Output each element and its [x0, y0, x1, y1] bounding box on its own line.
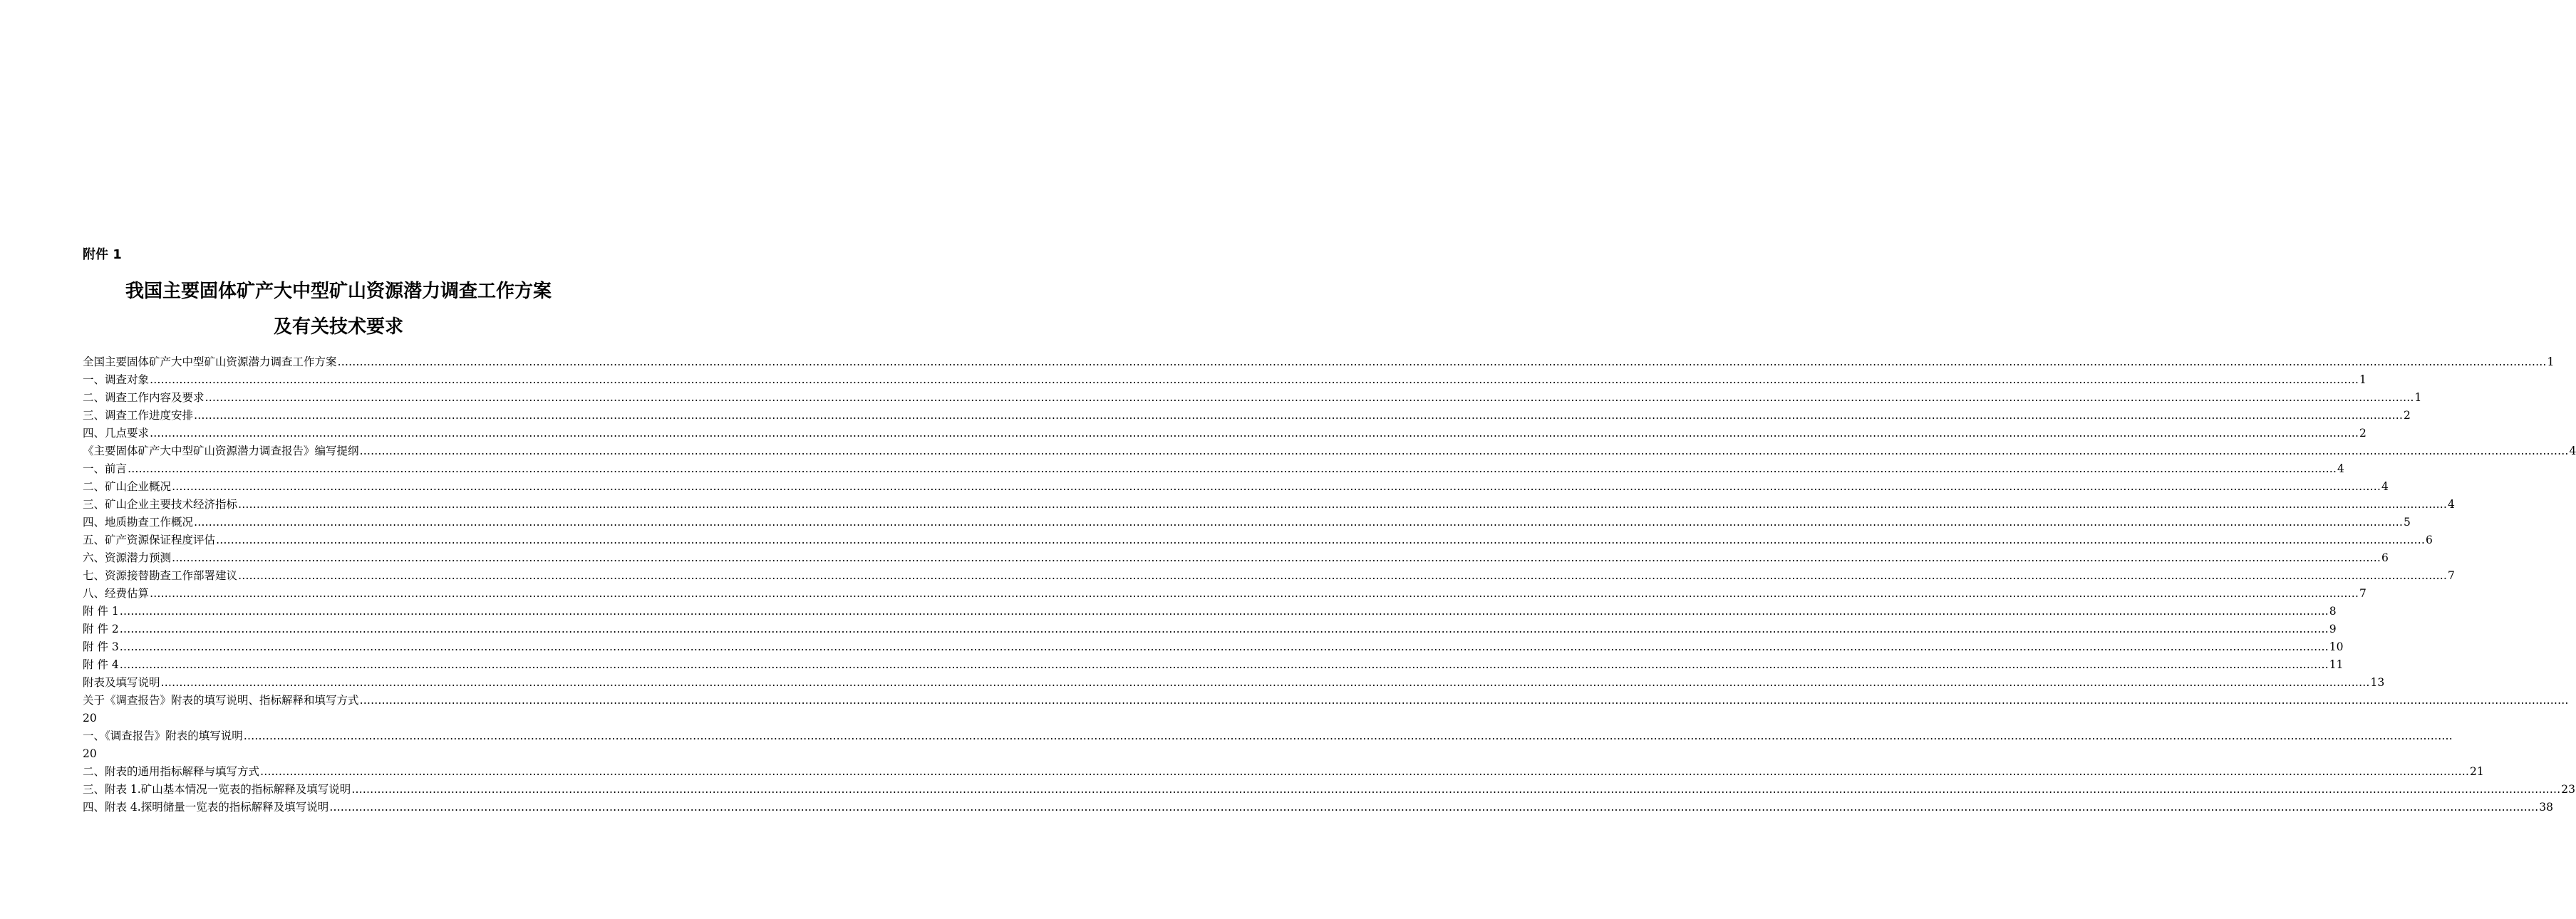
toc-entry-page: 8	[2329, 605, 2337, 618]
toc-entry-page: 7	[2359, 587, 2366, 600]
toc-entry[interactable]	[83, 389, 2422, 407]
toc-entry-label: 四、几点要求	[83, 427, 150, 440]
toc-entry-page: 20	[83, 747, 97, 760]
toc-entry-page: 1	[2547, 355, 2555, 368]
toc-dot-leader: ……………………………………………………………………………………………………………………………………………………………………………………………………………………………………………………………………………………………………………………………………………………………………………………………………………………………………………………………………………………………………………………………………………………	[194, 409, 2404, 422]
toc-dot-leader: ……………………………………………………………………………………………………………………………………………………………………………………………………………………………………………………………………………………………………………………………………………………………………………………………………………………………………………………………………………………………………………………………………………………	[194, 516, 2404, 529]
toc-entry[interactable]	[83, 585, 2366, 603]
toc-dot-leader: ……………………………………………………………………………………………………………………………………………………………………………………………………………………………………………………………………………………………………………………………………………………………………………………………………………………………………………………………………………………………………………………………………………………	[119, 605, 2329, 618]
toc-dot-leader: ……………………………………………………………………………………………………………………………………………………………………………………………………………………………………………………………………………………………………………………………………………………………………………………………………………………………………………………………………………………………………………………………………………………	[172, 480, 2381, 493]
toc-dot-leader: ……………………………………………………………………………………………………………………………………………………………………………………………………………………………………………………………………………………………………………………………………………………………………………………………………………………………………………………………………………………………………………………………………………………	[216, 534, 2426, 546]
toc-dot-leader: ……………………………………………………………………………………………………………………………………………………………………………………………………………………………………………………………………………………………………………………………………………………………………………………………………………………………………………………………………………………………………………………………………………………	[359, 445, 2569, 457]
toc-entry[interactable]	[83, 638, 2344, 656]
toc-entry[interactable]	[83, 531, 2433, 549]
toc-entry-label: 关于《调查报告》附表的填写说明、指标解释和填写方式	[83, 694, 359, 707]
toc-dot-leader: ……………………………………………………………………………………………………………………………………………………………………………………………………………………………………………………………………………………………………………………………………………………………………………………………………………………………………………………………………………………………………………………………………………………	[119, 623, 2329, 635]
toc-entry-page: 4	[2381, 480, 2389, 493]
toc-entry-page: 1	[2414, 391, 2422, 404]
toc-entry-page: 6	[2381, 551, 2389, 564]
toc-entry[interactable]	[83, 549, 2389, 567]
toc-entry[interactable]	[83, 781, 2575, 799]
toc-entry[interactable]	[83, 371, 2366, 389]
toc-entry[interactable]	[83, 799, 2553, 816]
toc-entry-page: 1	[2359, 373, 2366, 386]
toc-entry-page: 7	[2448, 569, 2455, 582]
toc-entry-page: 4	[2337, 462, 2344, 475]
toc-entry[interactable]	[83, 621, 2337, 638]
toc-entry-page: 11	[2329, 658, 2344, 671]
toc-dot-leader: ……………………………………………………………………………………………………………………………………………………………………………………………………………………………………………………………………………………………………………………………………………………………………………………………………………………………………………………………………………………………………………………………………………………	[128, 462, 2337, 475]
toc-entry-label: 八、经费估算	[83, 587, 150, 600]
toc-entry-page: 6	[2426, 534, 2433, 546]
toc-entry-label: 四、地质勘查工作概况	[83, 516, 194, 529]
toc-dot-leader: ……………………………………………………………………………………………………………………………………………………………………………………………………………………………………………………………………………………………………………………………………………………………………………………………………………………………………………………………………………………………………………………………………………………	[260, 765, 2470, 778]
toc-entry-page: 38	[2539, 801, 2553, 814]
toc-entry-page: 9	[2329, 623, 2337, 635]
toc-entry-label: 三、矿山企业主要技术经济指标	[83, 498, 238, 511]
toc-entry-label: 五、矿产资源保证程度评估	[83, 534, 216, 546]
toc-entry[interactable]	[83, 674, 2385, 692]
toc-entry-label: 一、《调查报告》附表的填写说明	[83, 730, 243, 742]
attachment-label: 附件 1	[83, 247, 122, 262]
toc-entry[interactable]	[83, 656, 2344, 674]
toc-entry-label: 附表及填写说明	[83, 676, 160, 689]
toc-entry-page: 5	[2404, 516, 2411, 529]
toc-entry-page: 4	[2448, 498, 2455, 511]
toc-entry-label: 附 件 2	[83, 623, 119, 635]
toc-entry[interactable]	[83, 514, 2411, 531]
toc-entry[interactable]	[83, 727, 2453, 763]
toc-entry-page: 10	[2329, 640, 2344, 653]
toc-dot-leader: ……………………………………………………………………………………………………………………………………………………………………………………………………………………………………………………………………………………………………………………………………………………………………………………………………………………………………………………………………………………………………………………………………………………	[329, 801, 2539, 814]
toc-entry-page: 2	[2404, 409, 2411, 422]
toc-dot-leader: ……………………………………………………………………………………………………………………………………………………………………………………………………………………………………………………………………………………………………………………………………………………………………………………………………………………………………………………………………………………………………………………………………………………	[205, 391, 2414, 404]
toc-dot-leader: ……………………………………………………………………………………………………………………………………………………………………………………………………………………………………………………………………………………………………………………………………………………………………………………………………………………………………………………………………………………………………………………………………………………	[150, 587, 2359, 600]
toc-entry-label: 附 件 4	[83, 658, 119, 671]
toc-entry-label: 七、资源接替勘查工作部署建议	[83, 569, 238, 582]
toc-entry-label: 全国主要固体矿产大中型矿山资源潜力调查工作方案	[83, 355, 337, 368]
document-title-line1: 我国主要固体矿产大中型矿山资源潜力调查工作方案	[125, 281, 552, 302]
toc-entry-page: 4	[2569, 445, 2576, 457]
toc-entry-page: 2	[2359, 427, 2366, 440]
toc-entry-page: 23	[2561, 783, 2575, 796]
toc-dot-leader: ……………………………………………………………………………………………………………………………………………………………………………………………………………………………………………………………………………………………………………………………………………………………………………………………………………………………………………………………………………………………………………………………………………………	[337, 355, 2547, 368]
toc-entry-label: 一、调查对象	[83, 373, 150, 386]
toc-entry-label: 《主要固体矿产大中型矿山资源潜力调查报告》编写提纲	[83, 445, 359, 457]
toc-entry[interactable]	[83, 425, 2366, 442]
toc-dot-leader: ……………………………………………………………………………………………………………………………………………………………………………………………………………………………………………………………………………………………………………………………………………………………………………………………………………………………………………………………………………………………………………………………………………………	[160, 676, 2370, 689]
toc-entry-label: 二、矿山企业概况	[83, 480, 172, 493]
toc-entry[interactable]	[83, 496, 2455, 514]
toc-entry[interactable]	[83, 763, 2484, 781]
toc-dot-leader: ……………………………………………………………………………………………………………………………………………………………………………………………………………………………………………………………………………………………………………………………………………………………………………………………………………………………………………………………………………………………………………………………………………………	[119, 640, 2329, 653]
toc-entry-page: 21	[2470, 765, 2484, 778]
toc-entry[interactable]	[83, 407, 2411, 425]
toc-entry[interactable]	[83, 460, 2344, 478]
toc-entry-label: 二、附表的通用指标解释与填写方式	[83, 765, 260, 778]
toc-dot-leader: ……………………………………………………………………………………………………………………………………………………………………………………………………………………………………………………………………………………………………………………………………………………………………………………………………………………………………………………………………………………………………………………………………………………	[238, 569, 2448, 582]
toc-entry-label: 六、资源潜力预测	[83, 551, 172, 564]
toc-entry-label: 三、附表 1.矿山基本情况一览表的指标解释及填写说明	[83, 783, 351, 796]
toc-dot-leader: ……………………………………………………………………………………………………………………………………………………………………………………………………………………………………………………………………………………………………………………………………………………………………………………………………………………………………………………………………………………………………………………………………………………	[359, 694, 2569, 707]
toc-entry[interactable]	[83, 478, 2389, 496]
toc-dot-leader: ……………………………………………………………………………………………………………………………………………………………………………………………………………………………………………………………………………………………………………………………………………………………………………………………………………………………………………………………………………………………………………………………………………………	[351, 783, 2561, 796]
toc-entry-label: 附 件 3	[83, 640, 119, 653]
toc-dot-leader: ……………………………………………………………………………………………………………………………………………………………………………………………………………………………………………………………………………………………………………………………………………………………………………………………………………………………………………………………………………………………………………………………………………………	[172, 551, 2381, 564]
toc-entry[interactable]	[83, 692, 2569, 727]
toc-entry-label: 二、调查工作内容及要求	[83, 391, 205, 404]
toc-entry-label: 四、附表 4.探明储量一览表的指标解释及填写说明	[83, 801, 329, 814]
toc-entry-label: 三、调查工作进度安排	[83, 409, 194, 422]
toc-dot-leader: ……………………………………………………………………………………………………………………………………………………………………………………………………………………………………………………………………………………………………………………………………………………………………………………………………………………………………………………………………………………………………………………………………………………	[238, 498, 2448, 511]
toc-dot-leader: ……………………………………………………………………………………………………………………………………………………………………………………………………………………………………………………………………………………………………………………………………………………………………………………………………………………………………………………………………………………………………………………………………………………	[243, 730, 2453, 742]
toc-dot-leader: ……………………………………………………………………………………………………………………………………………………………………………………………………………………………………………………………………………………………………………………………………………………………………………………………………………………………………………………………………………………………………………………………………………………	[119, 658, 2329, 671]
toc-entry[interactable]	[83, 353, 2555, 371]
toc-dot-leader: ……………………………………………………………………………………………………………………………………………………………………………………………………………………………………………………………………………………………………………………………………………………………………………………………………………………………………………………………………………………………………………………………………………………	[150, 427, 2359, 440]
toc-entry-page: 20	[83, 712, 97, 725]
table-of-contents	[83, 353, 2576, 816]
document-title-line2: 及有关技术要求	[273, 316, 403, 338]
toc-entry-label: 一、前言	[83, 462, 128, 475]
toc-entry[interactable]	[83, 567, 2455, 585]
toc-dot-leader: ……………………………………………………………………………………………………………………………………………………………………………………………………………………………………………………………………………………………………………………………………………………………………………………………………………………………………………………………………………………………………………………………………………………	[150, 373, 2359, 386]
toc-entry[interactable]	[83, 603, 2337, 621]
toc-entry[interactable]	[83, 442, 2576, 460]
toc-entry-page: 13	[2370, 676, 2385, 689]
toc-entry-label: 附 件 1	[83, 605, 119, 618]
